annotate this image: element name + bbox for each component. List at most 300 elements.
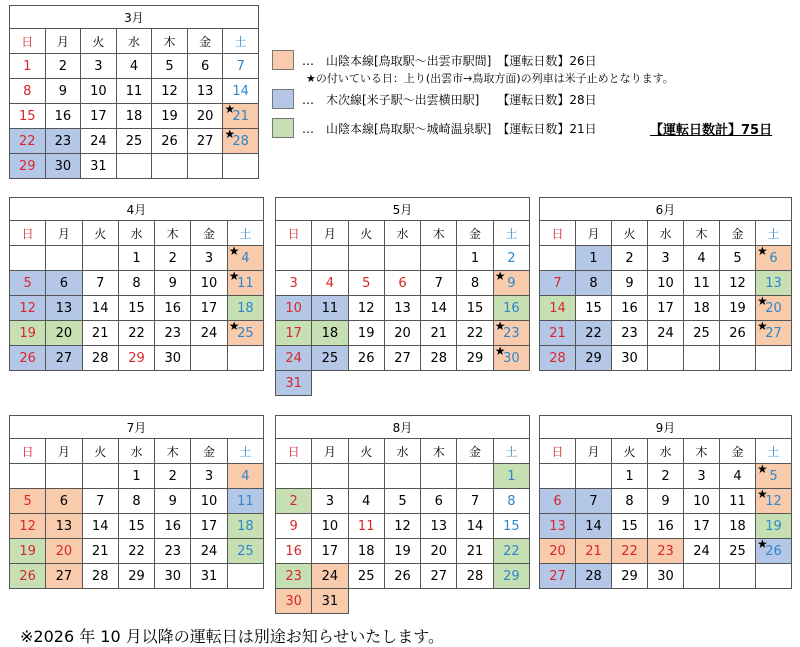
weekday-header: 火: [82, 439, 118, 464]
day-cell: [756, 271, 792, 296]
day-number: 4: [129, 58, 139, 74]
weekday-header: 木: [152, 29, 188, 54]
calendar-june: [539, 197, 792, 371]
day-cell: [457, 539, 493, 564]
weekday-header: 土: [227, 439, 263, 464]
day-number: 20: [196, 108, 214, 124]
day-cell: [82, 564, 118, 589]
day-cell: [576, 539, 612, 564]
day-cell: [10, 104, 46, 129]
day-number: 22: [503, 543, 520, 559]
day-cell: [576, 271, 612, 296]
day-number: 24: [321, 568, 339, 584]
day-number: 2: [289, 493, 298, 509]
day-cell: [118, 296, 154, 321]
day-number: 21: [549, 325, 566, 341]
day-number: 29: [128, 568, 145, 584]
legend-text: … 木次線[米子駅～出雲横田駅] 【運転日数】28日: [302, 92, 597, 107]
empty-cell: [152, 154, 188, 179]
day-number: 25: [693, 325, 710, 341]
day-cell: [312, 514, 348, 539]
day-cell: [720, 246, 756, 271]
weekday-header: 水: [384, 439, 420, 464]
day-number: 6: [398, 275, 407, 291]
day-cell: [348, 489, 384, 514]
day-cell: [46, 539, 82, 564]
day-number: 27: [394, 350, 411, 366]
empty-cell: [348, 464, 384, 489]
day-number: 24: [200, 543, 218, 559]
weekday-header: 水: [384, 221, 420, 246]
empty-cell: [10, 464, 46, 489]
day-number: 15: [503, 518, 520, 534]
day-cell: [493, 321, 529, 346]
day-number: 25: [125, 133, 143, 149]
day-number: 18: [693, 300, 710, 316]
day-cell: [493, 464, 529, 489]
day-cell: [223, 54, 259, 79]
day-number: 20: [765, 300, 782, 316]
day-cell: [648, 539, 684, 564]
day-number: 11: [321, 300, 339, 316]
day-number: 18: [237, 518, 254, 534]
day-cell: [155, 321, 191, 346]
legend-swatch-orange: [272, 50, 294, 70]
day-cell: [82, 514, 118, 539]
day-number: 15: [128, 300, 145, 316]
day-cell: [684, 464, 720, 489]
day-cell: [540, 539, 576, 564]
day-number: 1: [470, 250, 480, 266]
day-number: 8: [23, 83, 32, 99]
empty-cell: [82, 246, 118, 271]
day-cell: [312, 564, 348, 589]
day-cell: [227, 539, 263, 564]
day-cell: [648, 271, 684, 296]
day-cell: [612, 246, 648, 271]
day-number: 12: [394, 518, 411, 534]
day-number: 23: [657, 543, 674, 559]
day-cell: [421, 271, 457, 296]
day-cell: [384, 271, 420, 296]
legend-swatch-green: [272, 118, 294, 138]
day-cell: [756, 489, 792, 514]
day-number: 24: [90, 133, 107, 149]
day-cell: [227, 489, 263, 514]
month-title: 4月: [10, 198, 264, 221]
day-cell: [612, 271, 648, 296]
day-number: 30: [621, 350, 638, 366]
day-cell: [45, 79, 81, 104]
star-icon: ★: [757, 294, 768, 308]
legend-item-sanin-kinosaki: [272, 118, 597, 138]
day-number: 19: [161, 108, 178, 124]
weekday-header: 火: [81, 29, 117, 54]
weekday-header: 月: [576, 439, 612, 464]
star-icon: ★: [757, 244, 768, 258]
day-cell: [10, 154, 46, 179]
day-cell: [276, 489, 312, 514]
weekday-header: 土: [493, 221, 529, 246]
empty-cell: [720, 346, 756, 371]
empty-cell: [576, 464, 612, 489]
day-number: 23: [164, 543, 182, 559]
day-cell: [187, 129, 223, 154]
empty-cell: [384, 464, 420, 489]
day-number: 11: [125, 83, 143, 99]
day-cell: [648, 296, 684, 321]
day-number: 6: [59, 275, 69, 291]
day-cell: [457, 564, 493, 589]
day-cell: [312, 346, 348, 371]
day-number: 15: [19, 108, 36, 124]
day-number: 20: [55, 325, 73, 341]
day-number: 28: [430, 350, 448, 366]
day-cell: [684, 489, 720, 514]
empty-cell: [10, 246, 46, 271]
day-cell: [684, 246, 720, 271]
day-cell: [493, 514, 529, 539]
day-number: 21: [91, 325, 109, 341]
day-number: 9: [168, 493, 177, 509]
day-cell: [155, 539, 191, 564]
day-number: 16: [54, 108, 72, 124]
day-cell: [720, 464, 756, 489]
day-number: 26: [357, 350, 375, 366]
day-cell: [576, 296, 612, 321]
month-title: 7月: [10, 416, 264, 439]
day-cell: [648, 564, 684, 589]
day-number: 12: [161, 83, 178, 99]
day-number: 14: [430, 300, 448, 316]
day-cell: [756, 539, 792, 564]
day-number: 9: [289, 518, 298, 534]
day-number: 31: [321, 593, 339, 609]
weekday-header: 水: [118, 439, 154, 464]
weekday-header: 土: [756, 439, 792, 464]
day-cell: [116, 79, 152, 104]
weekday-header: 水: [648, 221, 684, 246]
day-cell: [540, 271, 576, 296]
day-number: 2: [58, 58, 67, 74]
month-title: 9月: [540, 416, 792, 439]
calendar-september: [539, 415, 792, 589]
day-cell: [46, 346, 82, 371]
day-number: 28: [585, 568, 602, 584]
day-number: 3: [697, 468, 706, 484]
day-cell: [82, 271, 118, 296]
day-number: 14: [91, 518, 109, 534]
day-number: 25: [237, 543, 254, 559]
day-number: 31: [285, 375, 302, 391]
day-number: 2: [661, 468, 670, 484]
day-number: 10: [693, 493, 710, 509]
day-number: 17: [693, 518, 710, 534]
day-number: 14: [91, 300, 109, 316]
calendar-may: [275, 197, 530, 396]
day-number: 7: [434, 275, 443, 291]
day-number: 17: [200, 300, 218, 316]
day-number: 25: [729, 543, 746, 559]
month-title: 5月: [276, 198, 530, 221]
day-number: 1: [589, 250, 598, 266]
day-number: 7: [96, 493, 105, 509]
weekday-header: 月: [45, 29, 81, 54]
day-cell: [10, 54, 46, 79]
day-cell: [720, 296, 756, 321]
empty-cell: [384, 246, 420, 271]
day-cell: [576, 321, 612, 346]
day-number: 19: [729, 300, 746, 316]
day-cell: [155, 514, 191, 539]
day-number: 6: [434, 493, 443, 509]
legend-note: ★の付いている日：上り(出雲市→鳥取方面)の列車は米子止めとなります。: [306, 72, 674, 85]
day-number: 16: [285, 543, 302, 559]
weekday-header: 金: [457, 439, 493, 464]
day-cell: [45, 104, 81, 129]
day-number: 27: [430, 568, 448, 584]
day-number: 30: [54, 158, 72, 174]
day-number: 18: [357, 543, 375, 559]
day-number: 11: [237, 275, 254, 291]
day-cell: [312, 296, 348, 321]
day-cell: [155, 246, 191, 271]
day-number: 7: [470, 493, 480, 509]
day-cell: [10, 271, 46, 296]
day-cell: [312, 271, 348, 296]
day-number: 8: [470, 275, 480, 291]
day-number: 24: [657, 325, 674, 341]
day-cell: [116, 54, 152, 79]
day-cell: [82, 489, 118, 514]
day-number: 5: [23, 493, 32, 509]
day-cell: [540, 514, 576, 539]
day-number: 10: [200, 275, 218, 291]
day-number: 11: [729, 493, 746, 509]
day-number: 19: [357, 325, 375, 341]
day-number: 20: [394, 325, 411, 341]
empty-cell: [348, 246, 384, 271]
day-number: 10: [90, 83, 107, 99]
day-cell: [648, 464, 684, 489]
day-cell: [10, 129, 46, 154]
day-cell: [648, 246, 684, 271]
day-cell: [118, 271, 154, 296]
calendar-april: [9, 197, 264, 371]
star-icon: ★: [757, 487, 768, 501]
day-cell: [576, 514, 612, 539]
day-number: 17: [90, 108, 107, 124]
day-number: 12: [19, 300, 36, 316]
day-number: 31: [200, 568, 218, 584]
day-number: 16: [621, 300, 638, 316]
day-cell: [312, 589, 348, 614]
day-number: 20: [549, 543, 566, 559]
day-cell: [10, 514, 46, 539]
day-cell: [46, 489, 82, 514]
day-number: 11: [357, 518, 375, 534]
day-cell: [384, 489, 420, 514]
day-number: 5: [362, 275, 371, 291]
legend-text: … 山陰本線[鳥取駅～出雲市駅間] 【運転日数】26日: [302, 53, 597, 68]
day-number: 7: [96, 275, 105, 291]
day-cell: [457, 296, 493, 321]
day-number: 2: [625, 250, 634, 266]
day-cell: [720, 271, 756, 296]
day-number: 5: [769, 468, 778, 484]
empty-cell: [756, 564, 792, 589]
empty-cell: [720, 564, 756, 589]
day-number: 21: [91, 543, 109, 559]
day-cell: [223, 129, 259, 154]
day-number: 24: [285, 350, 302, 366]
day-cell: [540, 489, 576, 514]
day-number: 17: [200, 518, 218, 534]
weekday-header: 火: [612, 221, 648, 246]
empty-cell: [227, 564, 263, 589]
day-cell: [191, 321, 227, 346]
weekday-header: 日: [276, 221, 312, 246]
weekday-header: 金: [720, 221, 756, 246]
star-icon: ★: [494, 269, 506, 283]
day-cell: [493, 271, 529, 296]
day-cell: [457, 271, 493, 296]
day-cell: [116, 104, 152, 129]
day-number: 28: [549, 350, 566, 366]
day-cell: [10, 346, 46, 371]
day-number: 25: [321, 350, 339, 366]
day-number: 14: [549, 300, 566, 316]
weekday-header: 金: [187, 29, 223, 54]
day-cell: [612, 564, 648, 589]
day-number: 19: [19, 543, 36, 559]
day-number: 29: [503, 568, 520, 584]
day-cell: [276, 321, 312, 346]
day-number: 28: [466, 568, 484, 584]
empty-cell: [684, 346, 720, 371]
day-cell: [10, 296, 46, 321]
day-cell: [46, 564, 82, 589]
star-icon: ★: [494, 319, 506, 333]
star-icon: ★: [228, 319, 240, 333]
day-cell: [10, 539, 46, 564]
day-cell: [684, 271, 720, 296]
day-cell: [227, 514, 263, 539]
day-number: 23: [285, 568, 302, 584]
day-number: 29: [585, 350, 602, 366]
day-cell: [276, 514, 312, 539]
day-number: 4: [241, 468, 250, 484]
day-number: 15: [585, 300, 602, 316]
day-cell: [191, 514, 227, 539]
day-cell: [152, 54, 188, 79]
day-number: 2: [507, 250, 516, 266]
day-cell: [116, 129, 152, 154]
day-number: 6: [200, 58, 210, 74]
day-number: 23: [164, 325, 182, 341]
day-cell: [384, 296, 420, 321]
day-cell: [457, 246, 493, 271]
calendar-august: [275, 415, 530, 614]
star-icon: ★: [757, 319, 768, 333]
day-cell: [118, 539, 154, 564]
day-cell: [227, 271, 263, 296]
day-number: 27: [196, 133, 214, 149]
day-number: 8: [507, 493, 516, 509]
day-cell: [612, 296, 648, 321]
weekday-header: 日: [540, 221, 576, 246]
day-cell: [348, 271, 384, 296]
day-number: 16: [164, 300, 182, 316]
day-number: 18: [729, 518, 746, 534]
empty-cell: [421, 464, 457, 489]
weekday-header: 木: [155, 439, 191, 464]
day-cell: [155, 346, 191, 371]
day-cell: [191, 296, 227, 321]
day-number: 26: [19, 350, 36, 366]
day-number: 9: [661, 493, 670, 509]
day-number: 26: [394, 568, 411, 584]
day-cell: [540, 321, 576, 346]
day-cell: [457, 514, 493, 539]
empty-cell: [46, 464, 82, 489]
day-cell: [118, 346, 154, 371]
day-number: 17: [285, 325, 302, 341]
day-number: 5: [165, 58, 174, 74]
empty-cell: [191, 346, 227, 371]
day-number: 17: [321, 543, 339, 559]
day-cell: [81, 54, 117, 79]
day-cell: [720, 321, 756, 346]
day-cell: [612, 539, 648, 564]
day-number: 21: [585, 543, 602, 559]
day-number: 28: [232, 133, 249, 149]
day-cell: [720, 514, 756, 539]
legend-swatch-blue: [272, 89, 294, 109]
weekday-header: 金: [191, 221, 227, 246]
day-number: 19: [394, 543, 411, 559]
calendar-july: [9, 415, 264, 589]
day-cell: [10, 564, 46, 589]
day-cell: [348, 321, 384, 346]
empty-cell: [540, 464, 576, 489]
day-number: 15: [128, 518, 145, 534]
day-cell: [81, 104, 117, 129]
weekday-header: 月: [46, 439, 82, 464]
day-cell: [612, 464, 648, 489]
day-cell: [493, 539, 529, 564]
day-cell: [152, 104, 188, 129]
day-number: 3: [289, 275, 298, 291]
day-number: 4: [241, 250, 250, 266]
day-cell: [276, 564, 312, 589]
weekday-header: 火: [612, 439, 648, 464]
day-number: 28: [91, 568, 109, 584]
day-number: 21: [466, 543, 484, 559]
legend-item-sanin-izumo: [272, 50, 597, 70]
day-cell: [756, 464, 792, 489]
day-cell: [576, 346, 612, 371]
weekday-header: 日: [540, 439, 576, 464]
day-cell: [576, 489, 612, 514]
day-number: 12: [19, 518, 36, 534]
day-cell: [384, 564, 420, 589]
day-cell: [457, 346, 493, 371]
day-number: 8: [589, 275, 598, 291]
day-number: 19: [765, 518, 782, 534]
day-cell: [756, 246, 792, 271]
day-number: 12: [357, 300, 375, 316]
